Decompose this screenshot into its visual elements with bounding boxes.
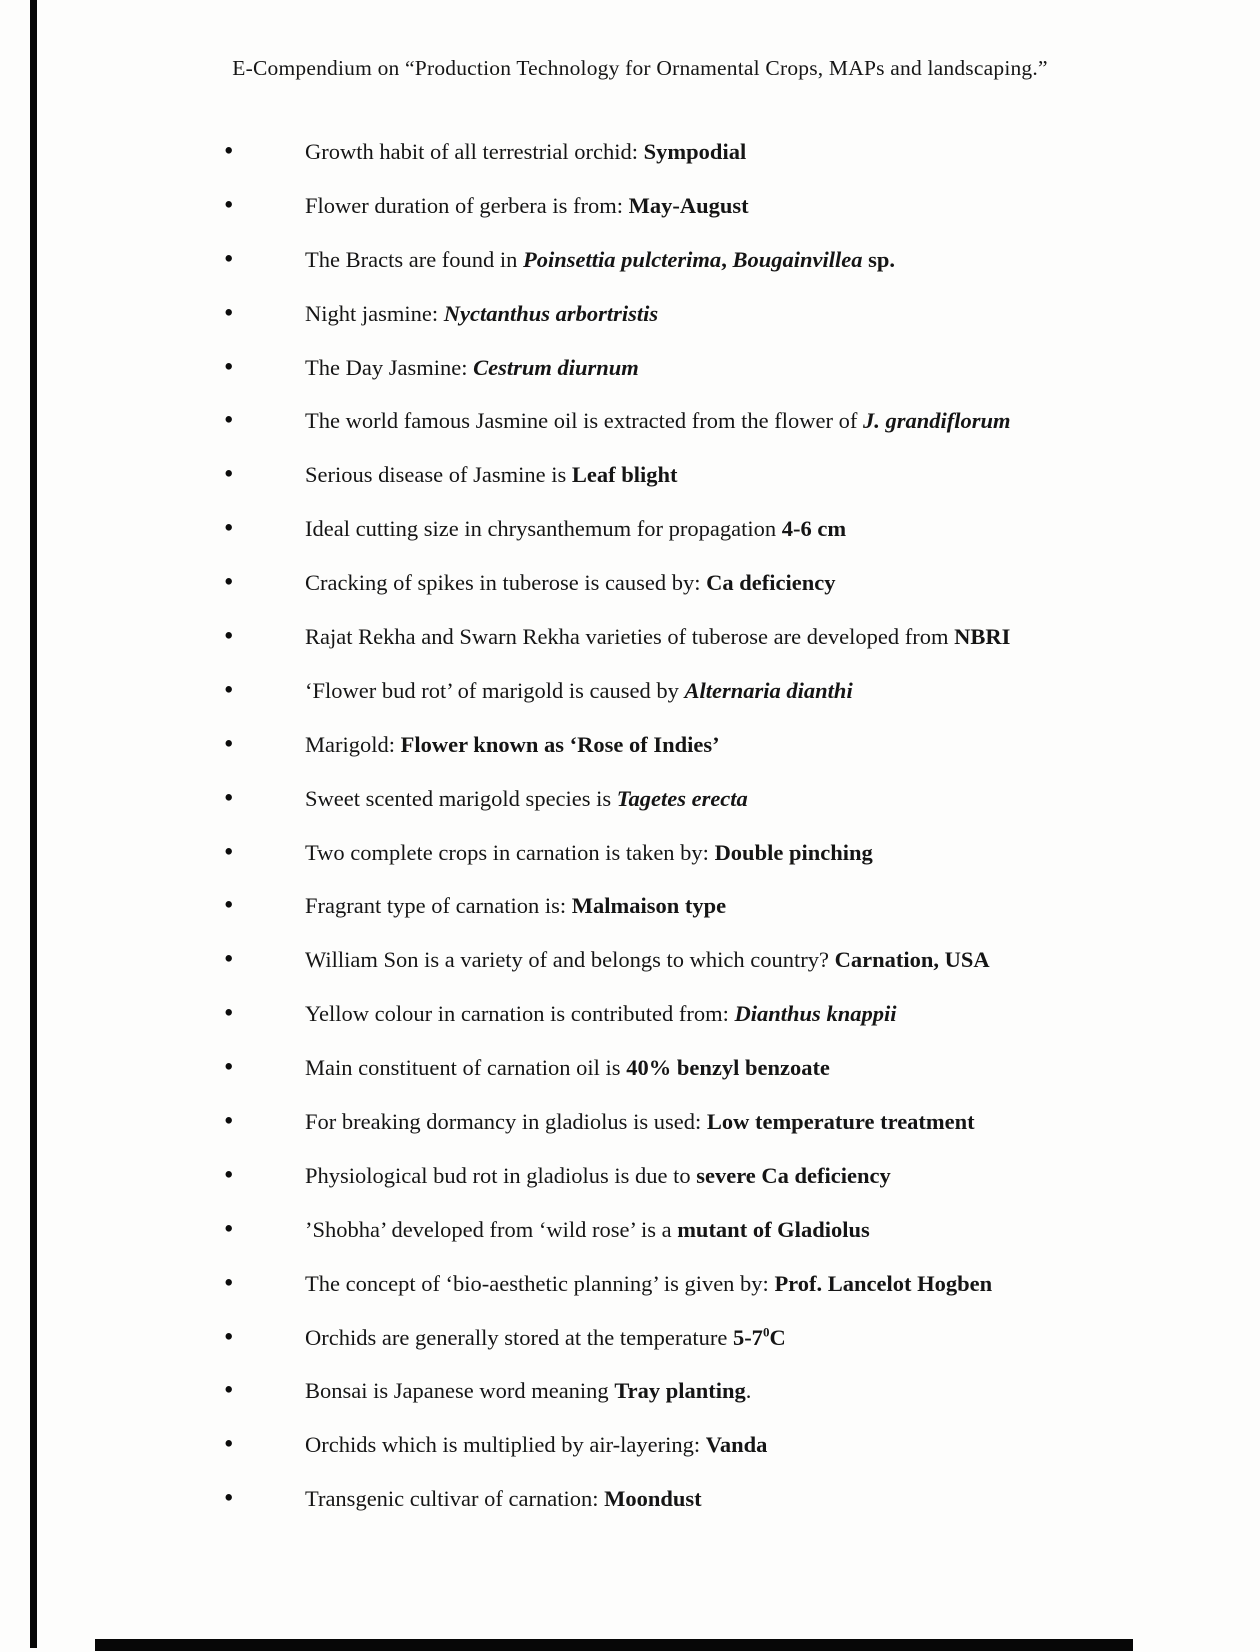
- fact-text: Growth habit of all terrestrial orchid: Sympodial: [305, 138, 747, 164]
- list-item: [0, 556, 1260, 610]
- list-item: [0, 718, 1260, 772]
- fact-text: For breaking dormancy in gladiolus is used: Low temperature treatment: [305, 1108, 975, 1134]
- list-item: [0, 341, 1260, 395]
- bullet-icon: •: [224, 1105, 234, 1136]
- bullet-icon: •: [224, 835, 234, 866]
- fact-text: William Son is a variety of and belongs to which country? Carnation, USA: [305, 947, 990, 973]
- fact-text: The world famous Jasmine oil is extracted from the flower of J. grandiflorum: [305, 408, 1011, 434]
- fact-text: ‘Flower bud rot’ of marigold is caused by Alternaria dianthi: [305, 677, 853, 703]
- list-item: [0, 610, 1260, 664]
- bullet-icon: •: [224, 1482, 234, 1513]
- fact-text: Cracking of spikes in tuberose is caused by: Ca deficiency: [305, 570, 836, 596]
- fact-text: Sweet scented marigold species is Tagetes erecta: [305, 785, 748, 811]
- list-item: [0, 772, 1260, 826]
- fact-text: Bonsai is Japanese word meaning Tray planting.: [305, 1378, 752, 1404]
- fact-text: ’Shobha’ developed from ‘wild rose’ is a mutant of Gladiolus: [305, 1216, 870, 1242]
- fact-text: Night jasmine: Nyctanthus arbortristis: [305, 300, 659, 326]
- fact-text: The Day Jasmine: Cestrum diurnum: [305, 354, 639, 380]
- bullet-icon: •: [224, 350, 234, 381]
- bullet-icon: •: [224, 566, 234, 597]
- list-item: [0, 1311, 1260, 1365]
- list-item: [0, 233, 1260, 287]
- list-item: [0, 502, 1260, 556]
- page-header-title: E-Compendium on “Production Technology for Ornamental Crops, MAPs and landscaping.”: [232, 56, 1048, 80]
- bullet-icon: •: [224, 1428, 234, 1459]
- list-item: [0, 1257, 1260, 1311]
- fact-text: Rajat Rekha and Swarn Rekha varieties of tuberose are developed from NBRI: [305, 623, 1011, 649]
- fact-text: Two complete crops in carnation is taken by: Double pinching: [305, 839, 873, 865]
- bullet-icon: •: [224, 1213, 234, 1244]
- list-item: [0, 933, 1260, 987]
- fact-text: Serious disease of Jasmine is Leaf blight: [305, 462, 678, 488]
- list-item: [0, 125, 1260, 179]
- bullet-icon: •: [224, 243, 234, 274]
- list-item: [0, 879, 1260, 933]
- bullet-icon: •: [224, 404, 234, 435]
- fact-text: Orchids which is multiplied by air-layering: Vanda: [305, 1432, 768, 1458]
- fact-text: The Bracts are found in Poinsettia pulcterima, Bougainvillea sp.: [305, 246, 895, 272]
- list-item: [0, 826, 1260, 880]
- list-item: [0, 287, 1260, 341]
- bullet-icon: •: [224, 1051, 234, 1082]
- fact-text: The concept of ‘bio-aesthetic planning’ is given by: Prof. Lancelot Hogben: [305, 1270, 993, 1296]
- bullet-icon: •: [224, 135, 234, 166]
- list-item: [0, 1149, 1260, 1203]
- bullet-icon: •: [224, 889, 234, 920]
- fact-text: Main constituent of carnation oil is 40% benzyl benzoate: [305, 1055, 830, 1081]
- fact-text: Flower duration of gerbera is from: May-August: [305, 192, 749, 218]
- list-item: [0, 987, 1260, 1041]
- list-item: [0, 448, 1260, 502]
- bullet-icon: •: [224, 512, 234, 543]
- list-item: [0, 394, 1260, 448]
- fact-text: Orchids are generally stored at the temperature $5-7^0C$: [305, 1324, 786, 1350]
- bullet-icon: •: [224, 782, 234, 813]
- fact-list: [0, 125, 1260, 1526]
- list-item: [0, 1041, 1260, 1095]
- scan-artifact-bottom-bar: [95, 1639, 1133, 1651]
- bullet-icon: •: [224, 728, 234, 759]
- list-item: [0, 179, 1260, 233]
- list-item: [0, 1472, 1260, 1526]
- bullet-icon: •: [224, 189, 234, 220]
- bullet-icon: •: [224, 1320, 234, 1351]
- bullet-icon: •: [224, 997, 234, 1028]
- fact-text: Fragrant type of carnation is: Malmaison type: [305, 893, 727, 919]
- bullet-icon: •: [224, 458, 234, 489]
- bullet-icon: •: [224, 1267, 234, 1298]
- fact-text: Marigold: Flower known as ‘Rose of Indies’: [305, 731, 720, 757]
- list-item: [0, 1364, 1260, 1418]
- bullet-icon: •: [224, 297, 234, 328]
- bullet-icon: •: [224, 1159, 234, 1190]
- bullet-icon: •: [224, 1374, 234, 1405]
- fact-text: Physiological bud rot in gladiolus is due to severe Ca deficiency: [305, 1162, 891, 1188]
- list-item: [0, 1095, 1260, 1149]
- bullet-icon: •: [224, 943, 234, 974]
- list-item: [0, 1418, 1260, 1472]
- list-item: [0, 664, 1260, 718]
- bullet-icon: •: [224, 674, 234, 705]
- fact-text: Yellow colour in carnation is contributed from: Dianthus knappii: [305, 1001, 897, 1027]
- fact-text: Transgenic cultivar of carnation: Moondust: [305, 1486, 702, 1512]
- fact-text: Ideal cutting size in chrysanthemum for propagation 4-6 cm: [305, 516, 847, 542]
- list-item: [0, 1203, 1260, 1257]
- bullet-icon: •: [224, 620, 234, 651]
